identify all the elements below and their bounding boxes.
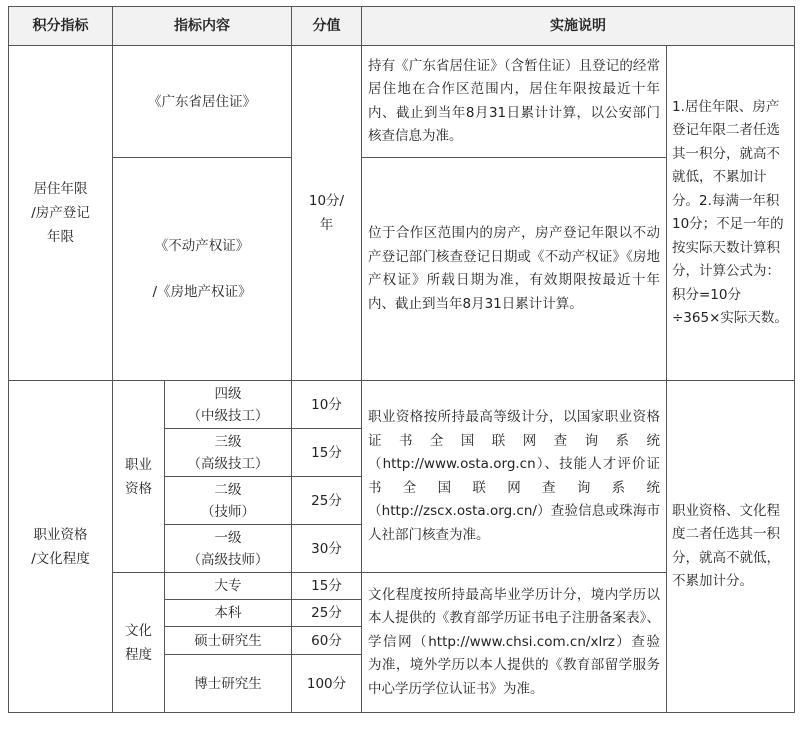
- education-score: 100分: [292, 655, 362, 713]
- vocational-level-detail: （技师）: [201, 503, 255, 520]
- residence-property-line1: 《不动产权证》: [154, 238, 250, 254]
- vocational-level-detail: （高级技工）: [187, 455, 269, 472]
- vocational-level: [165, 381, 292, 429]
- vocational-score: 10分: [292, 381, 362, 429]
- vocational-level: [165, 525, 292, 573]
- vocational-level: [165, 477, 292, 525]
- education-desc: 文化程度按所持最高毕业学历计分，境内学历以本人提供的《教育部学历证书电子注册备案表》、学信网（http://www.chsi.com.cn/xlrz）查验为准，境外学历以本人提供的《教育部留学服务中心学历学位认证书》为准。: [362, 573, 667, 713]
- residence-score-line2: 年: [319, 217, 334, 233]
- vocational-level-name: 四级: [214, 385, 242, 402]
- vocational-label-line2: 资格: [125, 480, 152, 497]
- residence-indicator-line1: 居住年限: [33, 181, 88, 197]
- residence-score: [292, 46, 362, 381]
- vocational-level-detail: （中级技工）: [187, 407, 269, 424]
- education-level: 大专: [165, 573, 292, 600]
- education-score: 15分: [292, 573, 362, 600]
- residence-permit-desc: 持有《广东省居住证》（含暂住证）且登记的经常居住地在合作区范围内，居住年限按最近十年内、截止到当年8月31日累计计算，以公安部门核查信息为准。: [362, 46, 667, 158]
- education-label-line2: 程度: [125, 646, 152, 663]
- vocational-level: [165, 429, 292, 477]
- education-level: 本科: [165, 600, 292, 627]
- education-level: 硕士研究生: [165, 627, 292, 655]
- vocational-desc: 职业资格按所持最高等级计分，以国家职业资格证书全国联网查询系统（http://www.osta.org.cn）、技能人才评价证书全国联网查询系统（http://zscx.osta.org.cn/）查验信息或珠海市人社部门核查为准。: [362, 381, 667, 573]
- residence-indicator-line3: 年限: [47, 229, 74, 245]
- qualification-indicator-line1: 职业资格: [33, 526, 88, 543]
- vocational-level-detail: （高级技师）: [187, 551, 269, 568]
- residence-indicator: [9, 46, 113, 381]
- header-indicator: 积分指标: [9, 7, 113, 46]
- header-explanation: 实施说明: [362, 7, 795, 46]
- education-score: 25分: [292, 600, 362, 627]
- residence-property: [113, 158, 292, 381]
- vocational-level-name: 一级: [214, 529, 242, 546]
- header-row: [9, 7, 795, 46]
- education-label: [113, 573, 165, 713]
- vocational-score: 25分: [292, 477, 362, 525]
- score-table: [8, 6, 795, 713]
- vocational-level-name: 二级: [214, 481, 242, 498]
- vocational-score: 30分: [292, 525, 362, 573]
- residence-property-line2: /《房地产权证》: [152, 284, 252, 300]
- vocational-level-name: 三级: [214, 433, 242, 450]
- residence-note: 1.居住年限、房产登记年限二者任选其一积分，就高不就低，不累加计分。2.每满一年积10分；不足一年的按实际天数计算积分，计算公式为：积分=10分÷365×实际天数。: [667, 46, 795, 381]
- vocational-row-1: [9, 381, 795, 429]
- residence-property-desc: 位于合作区范围内的房产，房产登记年限以不动产登记部门核查登记日期或《不动产权证》《房地产权证》所载日期为准，有效期限按最近十年内、截止到当年8月31日累计计算。: [362, 158, 667, 381]
- qualification-note: 职业资格、文化程度二者任选其一积分，就高不就低，不累加计分。: [667, 381, 795, 713]
- vocational-score: 15分: [292, 429, 362, 477]
- vocational-label: [113, 381, 165, 573]
- residence-permit: 《广东省居住证》: [113, 46, 292, 158]
- header-score: 分值: [292, 7, 362, 46]
- education-level: 博士研究生: [165, 655, 292, 713]
- qualification-indicator: [9, 381, 113, 713]
- residence-row-permit: [9, 46, 795, 158]
- residence-indicator-line2: /房产登记: [31, 205, 90, 221]
- education-label-line1: 文化: [125, 622, 152, 639]
- header-content: 指标内容: [113, 7, 292, 46]
- qualification-indicator-line2: /文化程度: [31, 550, 90, 567]
- education-score: 60分: [292, 627, 362, 655]
- residence-score-line1: 10分/: [308, 193, 345, 209]
- vocational-label-line1: 职业: [125, 456, 152, 473]
